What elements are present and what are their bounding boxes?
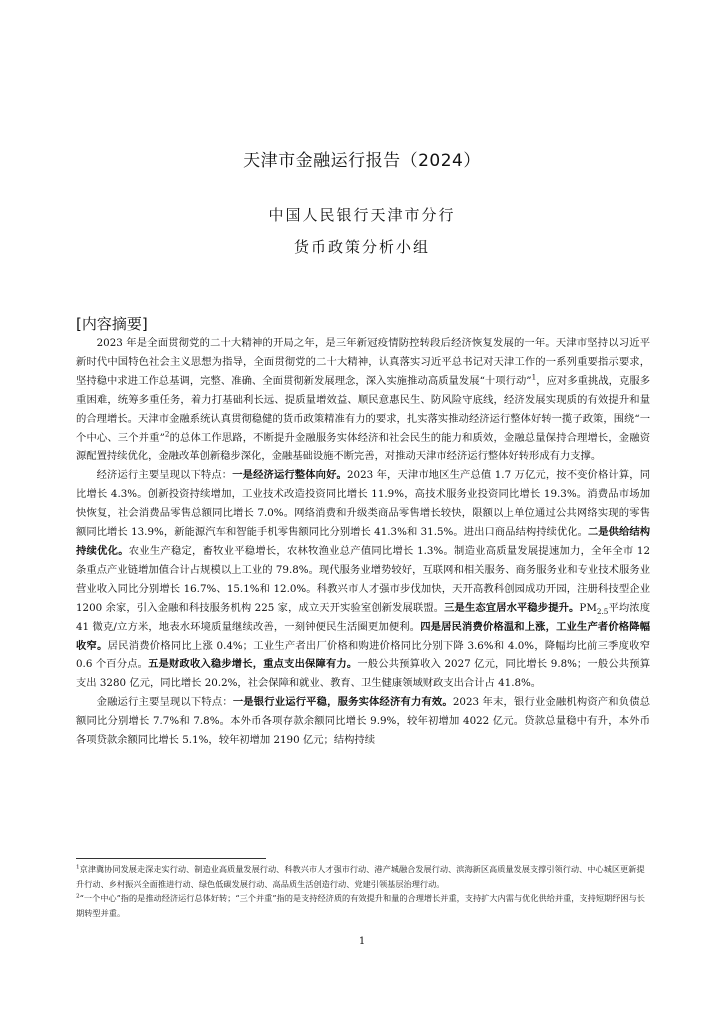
footnote-text: “一个中心”指的是推动经济运行总体好转；“三个并重”指的是支持经济质的有效提升和量的合理增长并重，支持扩大内需与优化供给并重，支持短期纾困与长期转型并重。 — [76, 893, 645, 918]
key-point: 一是经济运行整体向好。 — [232, 469, 347, 482]
key-point: 一是银行业运行平稳，服务实体经济有力有效。 — [232, 696, 453, 709]
paragraph-text: 农业生产稳定，畜牧业平稳增长，农林牧渔业总产值同比增长 1.3%。制造业高质量发展提速加力，全年全市 12 条重点产业链增加值合计占规模以上工业的 79.8%。现代服务业增势较好，互联网和相关服务、商务服务业和专业技术服务业营业收入同比分别增长 16.7%、15.1%和 12.0%。科教兴市人才强市步伐加快，天开高教科创园成功开园，注册科技型企业 1200 余家，引入金融和科技服务机构 225 家，成立天开实验室创新发展联盟。 — [76, 544, 651, 614]
paragraph-text: 一般公共预算收入 2027 亿元，同比增长 9.8%；一般公共预算支出 3280 亿元，同比增长 20.2%，社会保障和就业、教育、卫生健康领域财政支出合计占 41.8%。 — [76, 658, 650, 690]
paragraph-text: 2023 年末，银行业金融机构资产和负债总额同比分别增长 7.7%和 7.8%。本外币各项存款余额同比增长 9.9%，较年初增加 4022 亿元。贷款总量稳中有升，本外币各项贷款余额同比增长 5.1%，较年初增加 2190 亿元；结构持续 — [76, 696, 651, 747]
key-point: 二是供给结构持续优化。 — [76, 526, 651, 557]
footnote-ref: 2 — [164, 429, 170, 439]
key-point: 四是居民消费价格温和上涨，工业生产者价格降幅收窄。 — [76, 620, 651, 652]
footnote-item — [76, 891, 650, 920]
footnote-ref: 1 — [531, 372, 537, 382]
footnotes — [76, 862, 650, 920]
abstract-body — [76, 334, 650, 750]
paragraph-intro: 金融运行主要呈现以下特点： — [96, 696, 233, 709]
footnote-item — [76, 862, 650, 891]
key-point: 三是生态宜居水平稳步提升。 — [444, 601, 580, 614]
footnote-text: 京津冀协同发展走深走实行动、制造业高质量发展行动、科教兴市人才强市行动、港产城融合发展行动、滨海新区高质量发展支撑引领行动、中心城区更新提升行动、乡村振兴全面推进行动、绿色低碳发展行动、高品质生活创造行动、党建引领基层治理行动。 — [76, 864, 645, 889]
paragraph-text: 的总体工作思路，不断提升金融服务实体经济和社会民生的能力和质效，金融总量保持合理增长，金融资源配置持续优化，金融改革创新稳步深化，金融基础设施不断完善，对推动天津市经济运行整体好转形成有力支撑。 — [76, 431, 650, 463]
page-number: 1 — [358, 936, 366, 947]
paragraph-finance — [76, 693, 650, 750]
pm-label: PM — [579, 601, 597, 614]
paragraph-text: 平均浓度 41 微克/立方米，地表水环境质量继续改善，一刻钟便民生活圈更加便利。 — [76, 601, 650, 633]
paragraph-text: 2023 年是全面贯彻党的二十大精神的开局之年，是三年新冠疫情防控转段后经济恢复发展的一年。天津市坚持以习近平新时代中国特色社会主义思想为指导，全面贯彻党的二十大精神，认真落实习近平总书记对天津工作的一系列重要指示要求，坚持稳中求进工作总基调，完整、准确、全面贯彻新发展理念，深入实施推动高质量发展“十项行动” — [76, 337, 650, 387]
footnote-divider — [76, 858, 266, 859]
paragraph-text: 居民消费价格同比上涨 0.4%；工业生产者出厂价格和购进价格同比分别下降 3.6%和 4.0%，降幅均比前三季度收窄 0.6 个百分点。 — [76, 639, 651, 671]
key-point: 五是财政收入稳步增长，重点支出保障有力。 — [148, 658, 358, 671]
paragraph-overview — [76, 334, 650, 466]
organization-name: 中国人民银行天津市分行 — [268, 206, 456, 224]
paragraph-text: ，应对多重挑战，克服多重困难，统筹多重任务，着力打基础利长远、提质量增效益、顺民意惠民生、防风险守底线，经济发展实现质的有效提升和量的合理增长。天津市金融系统认真贯彻稳健的货币政策精准有力的要求，扎实落实推动经济运行整体好转一揽子政策，围绕“一个中心、三个并重” — [76, 374, 651, 444]
organization-group: 货币政策分析小组 — [293, 238, 430, 256]
paragraph-text: 2023 年，天津市地区生产总值 1.7 万亿元，按不变价格计算，同比增长 4.3%。创新投资持续增加，工业技术改造投资同比增长 11.9%，高技术服务业投资同比增长 19.3%。消费品市场加快恢复，社会消费品零售总额同比增长 7.0%。网络消费和升级类商品零售增长较快，限额以上单位通过公共网络实现的零售额同比增长 13.9%，新能源汽车和智能手机零售额同比分别增长 41.3%和 31.5%。进出口商品结构持续优化。 — [76, 469, 651, 539]
section-heading-abstract: [内容摘要] — [76, 315, 148, 333]
footnote-marker: 1 — [76, 864, 80, 871]
paragraph-intro: 经济运行主要呈现以下特点： — [96, 469, 233, 482]
paragraph-economy — [76, 466, 650, 693]
pm-subscript: 2.5 — [596, 606, 609, 616]
report-title: 天津市金融运行报告（2024） — [243, 151, 481, 171]
footnote-marker: 2 — [76, 893, 80, 900]
